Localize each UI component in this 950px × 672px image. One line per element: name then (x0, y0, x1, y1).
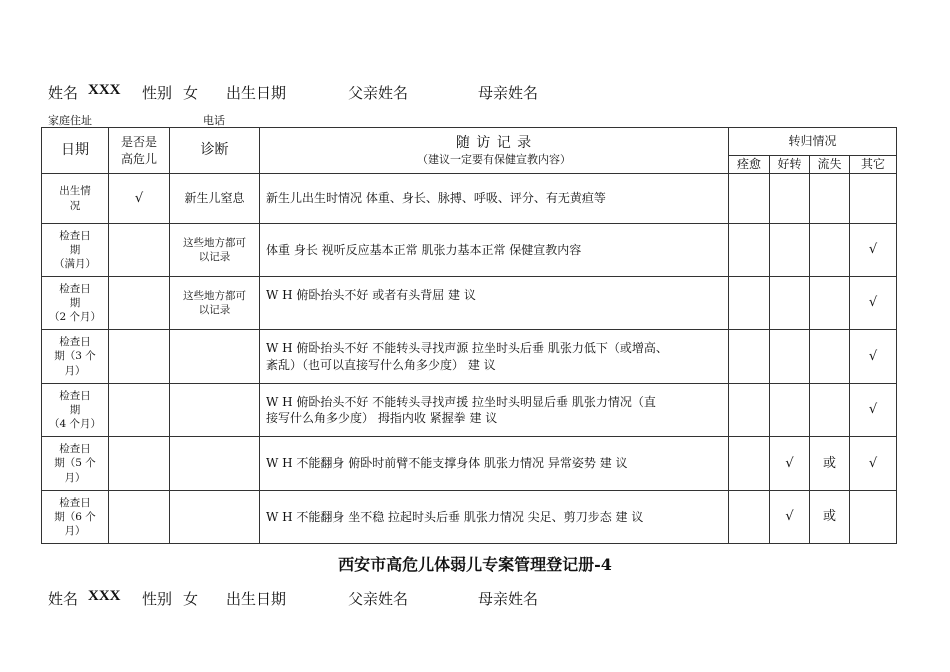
cell-diagnosis (170, 224, 260, 277)
cell-outcome-improved (770, 330, 810, 384)
table-row (42, 491, 897, 544)
header-outcome-cured: 痊愈 (729, 156, 770, 174)
cell-outcome-improved: √ (770, 437, 810, 491)
sex-value: 女 (183, 84, 199, 102)
record-line: 新生儿出生时情况 体重、身长、脉搏、呼吸、评分、有无黄疸等 (266, 191, 606, 206)
father-name-label: 父亲姓名 (348, 84, 409, 102)
cell-outcome-lost (810, 330, 850, 384)
cell-date (42, 437, 109, 491)
cell-outcome-cured (729, 437, 770, 491)
header-outcome-other: 其它 (850, 156, 897, 174)
cell-diagnosis (170, 330, 260, 384)
cell-outcome-improved (770, 384, 810, 437)
record-line: W H 俯卧抬头不好 或者有头背屈 建 议 (266, 287, 476, 302)
cell-outcome-other: √ (850, 437, 897, 491)
header-date: 日期 (42, 128, 109, 174)
cell-highrisk: √ (109, 174, 170, 224)
date-line: （2 个月） (48, 311, 102, 324)
date-line: 检查日 (59, 282, 91, 295)
header-outcome-lost: 流失 (810, 156, 850, 174)
cell-outcome-lost (810, 384, 850, 437)
cell-outcome-improved (770, 224, 810, 277)
record-line: W H 不能翻身 坐不稳 拉起时头后垂 肌张力情况 尖足、剪刀步态 建 议 (266, 509, 644, 524)
date-line: 出生情 (59, 185, 91, 198)
date-line: 期（5 个 (54, 457, 96, 470)
diagnosis-line: 以记录 (198, 304, 231, 316)
cell-outcome-other (850, 491, 897, 544)
record-line: W H 不能翻身 俯卧时前臂不能支撑身体 肌张力情况 异常姿势 建 议 (266, 456, 628, 471)
cell-outcome-lost: 或 (810, 491, 850, 544)
cell-record (260, 174, 729, 224)
diagnosis-line: 新生儿窒息 (184, 191, 245, 206)
cell-record (260, 491, 729, 544)
cell-diagnosis (170, 174, 260, 224)
birth-date-label: 出生日期 (226, 84, 287, 102)
record-line: 体重 身长 视听反应基本正常 肌张力基本正常 保健宣教内容 (266, 242, 582, 257)
table-row (42, 437, 897, 491)
follow-up-table (41, 127, 897, 544)
name-value: XXX (88, 82, 121, 98)
cell-date (42, 330, 109, 384)
cell-outcome-other: √ (850, 330, 897, 384)
cell-record (260, 330, 729, 384)
date-line: 月） (64, 525, 86, 538)
cell-date (42, 277, 109, 330)
diagnosis-line: 这些地方都可 (183, 236, 246, 249)
cell-outcome-cured (729, 277, 770, 330)
cell-highrisk (109, 277, 170, 330)
date-line: 检查日 (59, 229, 91, 242)
sex-value: 女 (183, 590, 199, 608)
header-record-title: 随 访 记 录 (455, 134, 533, 151)
date-line: 况 (69, 199, 81, 212)
date-line: 检查日 (59, 496, 91, 509)
cell-date (42, 174, 109, 224)
cell-record (260, 437, 729, 491)
mother-name-label: 母亲姓名 (478, 590, 539, 608)
cell-highrisk (109, 384, 170, 437)
diagnosis-line: 以记录 (198, 251, 231, 263)
cell-outcome-improved (770, 174, 810, 224)
name-value: XXX (88, 588, 121, 604)
header-highrisk-line1: 是否是 (120, 135, 157, 150)
cell-outcome-lost (810, 277, 850, 330)
father-name-label: 父亲姓名 (348, 590, 409, 608)
date-line: 检查日 (59, 389, 91, 402)
cell-outcome-lost: 或 (810, 437, 850, 491)
cell-outcome-cured (729, 174, 770, 224)
date-line: （4 个月） (48, 418, 102, 431)
cell-outcome-cured (729, 384, 770, 437)
header-record-note: （建议一定要有保健宣教内容） (417, 152, 571, 166)
cell-date (42, 491, 109, 544)
date-line: 月） (64, 364, 86, 377)
cell-date (42, 224, 109, 277)
cell-date (42, 384, 109, 437)
cell-diagnosis (170, 384, 260, 437)
cell-outcome-lost (810, 224, 850, 277)
table-row (42, 277, 897, 330)
cell-highrisk (109, 491, 170, 544)
phone-label: 电话 (203, 114, 225, 127)
cell-outcome-improved (770, 277, 810, 330)
name-label: 姓名 (48, 84, 79, 102)
date-line: 月） (64, 471, 86, 484)
date-line: 期 (69, 403, 81, 416)
address-label: 家庭住址 (48, 114, 92, 127)
cell-outcome-other (850, 174, 897, 224)
date-line: 期 (69, 243, 81, 256)
cell-outcome-cured (729, 491, 770, 544)
table-row (42, 174, 897, 224)
header-diagnosis: 诊断 (170, 128, 260, 174)
record-line: W H 俯卧抬头不好 不能转头寻找声援 拉坐时头明显后垂 肌张力情况（直 (266, 394, 656, 409)
diagnosis-line: 这些地方都可 (183, 289, 246, 302)
record-line: 紊乱）（也可以直接写什么角多少度） 建 议 (266, 357, 496, 372)
cell-outcome-other: √ (850, 384, 897, 437)
cell-outcome-other: √ (850, 224, 897, 277)
cell-diagnosis (170, 491, 260, 544)
cell-highrisk (109, 224, 170, 277)
cell-diagnosis (170, 277, 260, 330)
date-line: （满月） (54, 258, 96, 271)
record-line (266, 303, 724, 319)
record-line: W H 俯卧抬头不好 不能转头寻找声源 拉坐时头后垂 肌张力低下（或增高、 (266, 341, 668, 356)
sex-label: 性别 (142, 590, 173, 608)
date-line: 期（6 个 (54, 510, 96, 523)
table-row (42, 384, 897, 437)
cell-outcome-cured (729, 330, 770, 384)
date-line: 检查日 (59, 336, 91, 349)
cell-highrisk (109, 437, 170, 491)
date-line: 期（3 个 (54, 350, 96, 363)
header-record (260, 128, 729, 174)
cell-diagnosis (170, 437, 260, 491)
cell-outcome-other: √ (850, 277, 897, 330)
cell-record (260, 224, 729, 277)
document-title: 西安市高危儿体弱儿专案管理登记册-4 (338, 555, 612, 574)
cell-record (260, 384, 729, 437)
cell-outcome-cured (729, 224, 770, 277)
date-line: 期 (69, 296, 81, 309)
table-row (42, 224, 897, 277)
header-highrisk-line2: 高危儿 (120, 151, 157, 166)
cell-record (260, 277, 729, 330)
header-outcome-improved: 好转 (770, 156, 810, 174)
mother-name-label: 母亲姓名 (478, 84, 539, 102)
record-line: 接写什么角多少度） 拇指内收 紧握拳 建 议 (266, 411, 498, 425)
table-row (42, 330, 897, 384)
sex-label: 性别 (142, 84, 173, 102)
birth-date-label: 出生日期 (226, 590, 287, 608)
header-highrisk (109, 128, 170, 174)
date-line: 检查日 (59, 443, 91, 456)
header-outcome: 转归情况 (729, 128, 897, 156)
cell-outcome-lost (810, 174, 850, 224)
cell-highrisk (109, 330, 170, 384)
name-label: 姓名 (48, 590, 79, 608)
cell-outcome-improved: √ (770, 491, 810, 544)
